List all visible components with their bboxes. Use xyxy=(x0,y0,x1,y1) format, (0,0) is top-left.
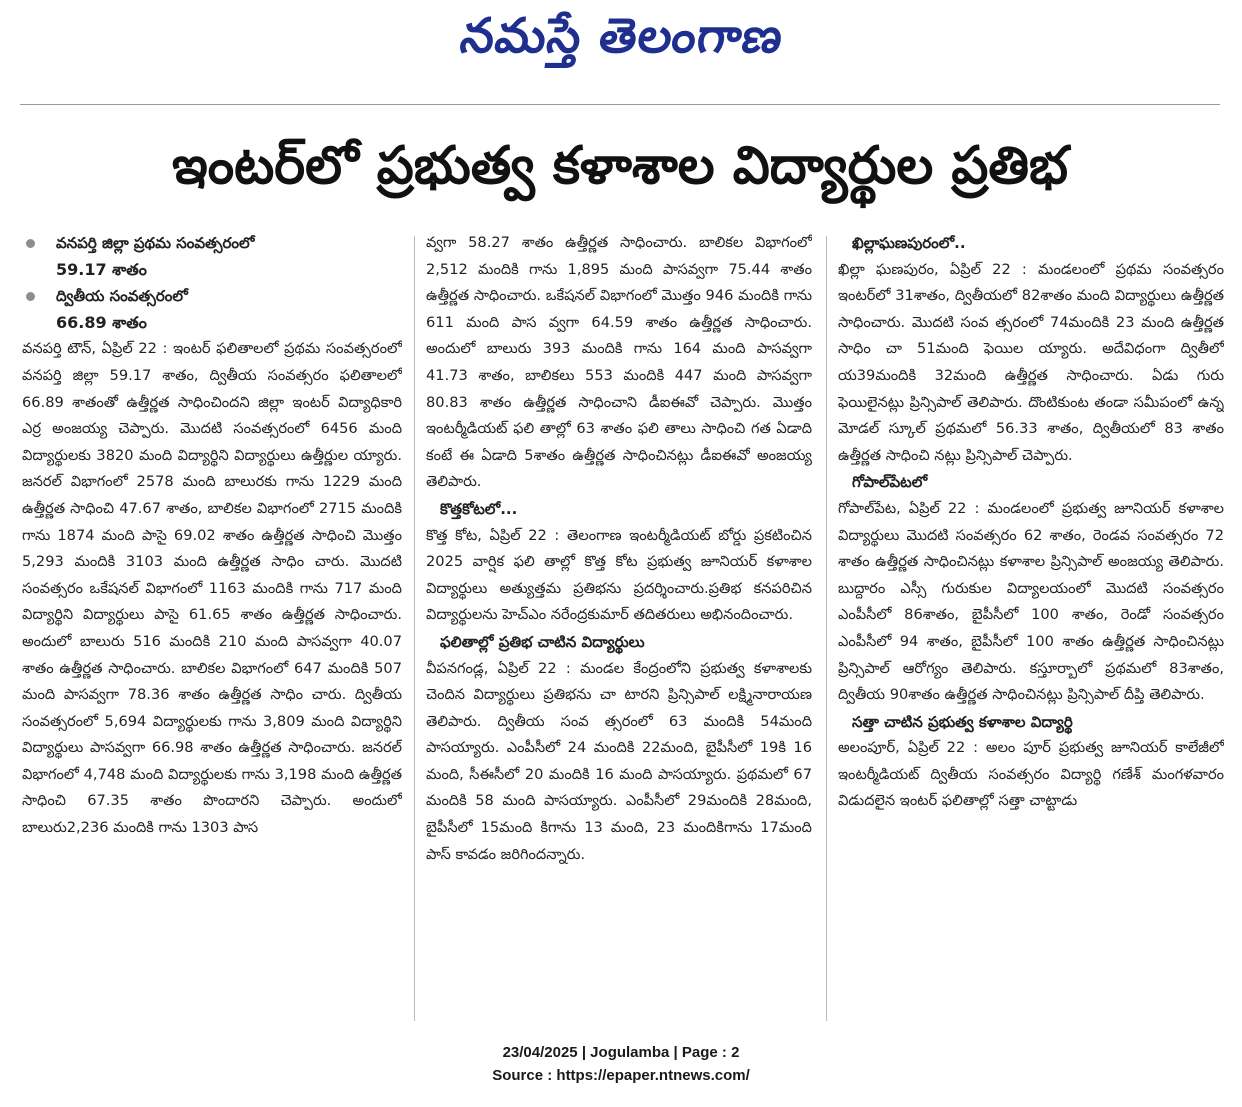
masthead-divider xyxy=(20,104,1220,105)
column-divider xyxy=(826,236,827,1021)
section-subheading: ఖిల్లాఘణపురంలో.. xyxy=(852,234,966,252)
article-paragraph: వీపనగండ్ల, ఏప్రిల్ 22 : మండల కేంద్రంలోని ప్రభుత్వ కళాశాలకు చెందిన విద్యార్థులు ప్రతిభను చా టారని ప్రిన్సిపాల్ లక్ష్మినారాయణ తెలిపారు. ద్వితీయ సంవ త్సరంలో 63 మందికి 54మంది పాసయ్యారు. ఎంపీసీలో 24 మందికి 22మంది, బైపీసీలో 19కి 16 మంది, సీఈసీలో 20 మందికి 16 మంది పాసయ్యారు. ప్రథమలో 67 మందికి 58 మంది పాసయ్యారు. ఎంపీసీలో 29మందికి 28మంది, బైపీసీలో 15మంది కిగాను 13 మంది, 23 మందికిగాను 17మంది పాస్ కావడం జరిగిందన్నారు. xyxy=(426,659,812,863)
bullet-icon xyxy=(26,239,35,248)
highlight-text: వనపర్తి జిల్లా ప్రథమ సంవత్సరంలో xyxy=(56,234,255,252)
footer-edition-info: 23/04/2025 | Jogulamba | Page : 2 xyxy=(502,1044,740,1061)
masthead xyxy=(0,0,1242,92)
article-paragraph: వనపర్తి టౌన్, ఏప్రిల్ 22 : ఇంటర్ ఫలితాలలో ప్రథమ సంవత్సరంలో వనపర్తి జిల్లా 59.17 శాతం, ద్వితీయ సంవత్సరం ఫలితాలలో 66.89 శాతంతో ఉత్తీర్ణత సాధించిందని జిల్లా ఇంటర్ విద్యాధికారి ఎర్ర అంజయ్య చెప్పారు. మొదటి సంవత్సరంలో 6456 మంది విద్యార్థులకు 3820 మంది విద్యార్థిని విద్యార్థులు ఉత్తీర్ణుల య్యారు. జనరల్ విభాగంలో 2578 మంది బాలురకు గాను 1229 మంది ఉత్తీర్ణత సాధించి 47.67 శాతం, బాలికల విభాగంలో 2715 మందికి గాను 1874 మంది పాసై 69.02 శాతం ఉత్తీర్ణత సాధించి మొత్తం 5,293 మందికి 3103 మంది ఉత్తీర్ణత సాధిం చారు. మొదటి సంవత్సరం ఒకేషనల్ విభాగంలో 1163 మందికి గాను 717 మంది విద్యార్థిని విద్యార్థులు పాసై 61.65 శాతం ఉత్తీర్ణత సాధించారు. అందులో బాలురు 516 మందికి 210 మంది పాసవ్వగా 40.07 శాతం ఉత్తీర్ణత సాధించారు. బాలికల విభాగంలో 647 మందికి 507 మంది పాసవ్వగా 78.36 శాతం ఉత్తీర్ణత సాధిం చారు. ద్వితీయ సంవత్సరంలో 5,694 విద్యార్థులకు గాను 3,809 మంది విద్యార్థిని విద్యార్థులు పాసవ్వగా 66.98 శాతం ఉత్తీర్ణత సాధించారు. జనరల్ విభాగంలో 4,748 మంది విద్యార్థులకు గాను 3,198 మంది ఉత్తీర్ణత సాధించి 67.35 శాతం పొందారని చెప్పారు. అందులో బాలురు2,236 మందికి గాను 1303 పాస xyxy=(22,340,402,837)
article-column-3 xyxy=(838,230,1224,990)
article-paragraph: వ్వగా 58.27 శాతం ఉత్తీర్ణత సాధించారు. బాలికల విభాగంలో 2,512 మందికి గాను 1,895 మంది పాసవ్వగా 75.44 శాతం ఉత్తీర్ణత సాధించారు. ఒకేషనల్ విభాగంలో మొత్తం 946 మందికి గాను 611 మంది పాస వ్వగా 64.59 శాతం ఉత్తీర్ణత సాధించారు. అందులో బాలురు 393 మందికి గాను 164 మంది పాసవ్వగా 41.73 శాతం, బాలికలు 553 మందికి 447 మంది పాసవ్వగా 80.83 శాతం ఉత్తీర్ణత సాధించాని డీఐఈవో చెప్పారు. మొత్తం ఇంటర్మీడియట్ ఫలి తాల్లో 63 శాతం ఫలి తాలు సాధించి గత ఏడాది కంటే ఈ ఏడాది 5శాతం ఉత్తీర్ణత సాధించినట్లు డీఐఈవో అంజయ్య తెలిపారు. xyxy=(426,234,812,491)
highlight-bullet xyxy=(22,283,402,310)
section-subheading: ఫలితాల్లో ప్రతిభ చాటిన విద్యార్థులు xyxy=(440,632,645,651)
highlight-text: ద్వితీయ సంవత్సరంలో xyxy=(56,287,188,306)
article-paragraph: ఖిల్లా ఘణపురం, ఏప్రిల్ 22 : మండలంలో ప్రథమ సంవత్సరం ఇంటర్‌లో 31శాతం, ద్వితీయలో 82శాతం మంది విద్యార్థులు ఉత్తీర్ణత సాధించారు. మొదటి సంవ త్సరంలో 74మందికి 23 మంది ఉత్తీర్ణత సాధిం చా 51మంది ఫెయిల య్యారు. అదేవిధంగా ద్వితీలో య39మందికి 32మంది ఉత్తీర్ణత సాధించారు. ఏడు గురు ఫెయిలైనట్లు ప్రిన్సిపాల్ తెలిపారు. దొంటికుంట తండా సమీపంలో ఉన్న మోడల్ స్కూల్ ప్రథమలో 56.33 శాతం, ద్వితీయలో 83 శాతం ఉత్తీర్ణత సాధించి నట్లు ప్రిన్సిపాల్ చెప్పారు. xyxy=(838,260,1224,464)
article-paragraph: కొత్త కోట, ఏప్రిల్ 22 : తెలంగాణ ఇంటర్మీడియట్ బోర్డు ప్రకటించిన 2025 వార్షిక ఫలి తాల్లో కొత్త కోట ప్రభుత్వ జూనియర్ కళాశాల విద్యార్థులు అత్యుత్తమ ప్రతిభను ప్రదర్శించారు.ప్రతిభ కనపరిచిన విద్యార్థులను హెచ్ఎం నరేంద్రకుమార్ తదితరులు అభినందించారు. xyxy=(426,526,812,624)
article-column-2 xyxy=(426,230,812,1010)
bullet-icon xyxy=(26,292,35,301)
highlight-value: 59.17 శాతం xyxy=(56,259,147,279)
section-subheading: సత్తా చాటిన ప్రభుత్వ కళాశాల విద్యార్థి xyxy=(852,712,1073,731)
article-paragraph: అలంపూర్, ఏప్రిల్ 22 : అలం పూర్ ప్రభుత్వ జూనియర్ కాలేజీలో ఇంటర్మీడియట్ ద్వితీయ సంవత్సరం విద్యార్థి గణేశ్ మంగళవారం విడుదలైన ఇంటర్ ఫలితాల్లో సత్తా చాట్టాడు xyxy=(838,739,1224,810)
article-paragraph: గోపాల్‌పేట, ఏప్రిల్ 22 : మండలంలో ప్రభుత్వ జూనియర్ కళాశాల విద్యార్థులు మొదటి సంవత్సరం 62 శాతం, రెండవ సంవత్సరం 72 శాతం ఉత్తీర్ణత సాధించినట్లు కళాశాల ప్రిన్సిపాల్ అంజయ్య తెలిపారు. బుద్దారం ఎస్సీ గురుకుల విద్యాలయంలో మొదటి సంవత్సరం ఎంపీసీలో 86శాతం, బైపీసీలో 100 శాతం, రెండో సంవత్సరం ఎంపీసీలో 94 శాతం, బైపీసీలో 100 శాతం ఉత్తీర్ణత సాధించినట్లు ప్రిన్సిపాల్ ఆరోగ్యం తెలిపారు. కస్తూర్బాలో ప్రథమలో 83శాతం, ద్వితీయ 90శాతం ఉత్తీర్ణత సాధించినట్లు ప్రిన్సిపాల్ దీప్తి తెలిపారు. xyxy=(838,499,1224,704)
column-divider xyxy=(414,236,415,1021)
footer-source-link[interactable]: Source : https://epaper.ntnews.com/ xyxy=(492,1067,750,1084)
section-subheading: గోపాల్‌పేటలో xyxy=(852,473,928,492)
highlight-value: 66.89 శాతం xyxy=(56,312,147,332)
article-column-1 xyxy=(22,230,402,1010)
section-subheading: కొత్తకోటలో... xyxy=(440,499,518,518)
newspaper-logo: నమస్తే తెలంగాణ xyxy=(456,8,788,64)
article-headline: ఇంటర్‌లో ప్రభుత్వ కళాశాల విద్యార్థుల ప్రతిభ xyxy=(171,136,1069,196)
highlight-bullet xyxy=(22,230,402,257)
